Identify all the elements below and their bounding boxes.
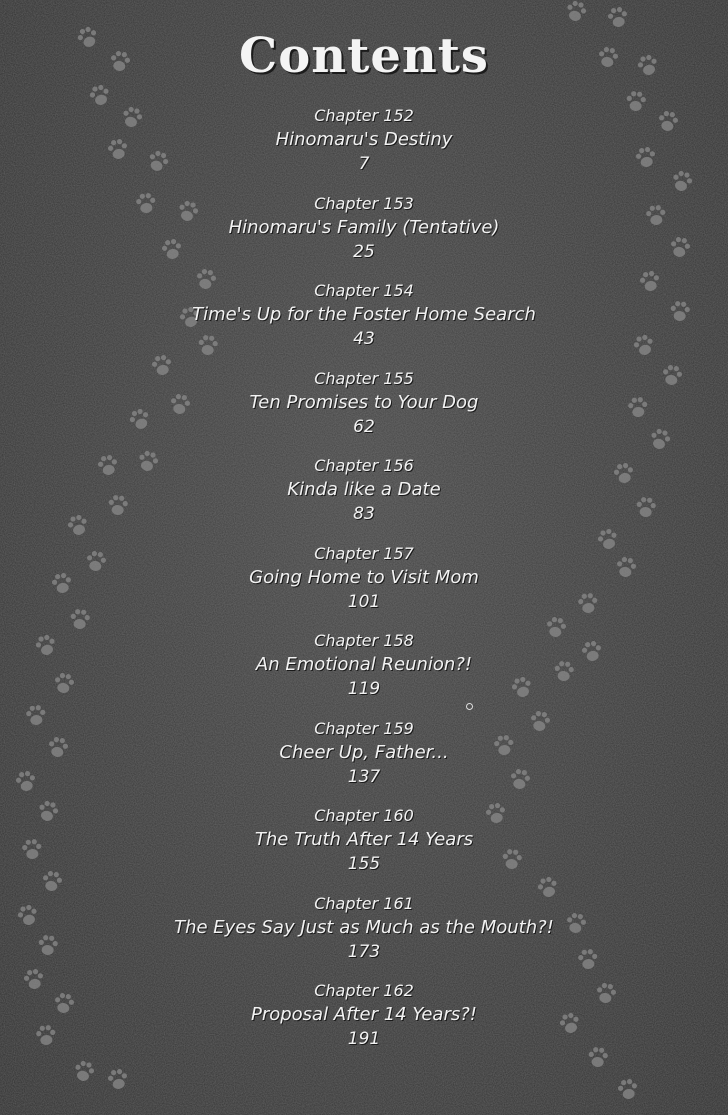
chapter-number: Chapter 152 xyxy=(314,106,414,125)
dust-speck xyxy=(466,703,473,710)
paw-print-icon xyxy=(107,1068,129,1091)
toc-entry xyxy=(0,629,728,701)
toc-entry xyxy=(0,192,728,264)
toc-entry xyxy=(0,454,728,526)
toc-entry xyxy=(0,804,728,876)
toc-entry xyxy=(0,279,728,351)
page-number: 155 xyxy=(347,854,381,874)
chapter-title: Proposal After 14 Years?! xyxy=(250,1004,478,1025)
paw-print-icon xyxy=(72,1059,96,1083)
paw-print-icon xyxy=(564,0,588,23)
chapter-title: Ten Promises to Your Dog xyxy=(249,391,479,413)
page-number: 43 xyxy=(353,329,375,349)
page-number: 119 xyxy=(347,679,381,699)
chapter-number: Chapter 156 xyxy=(314,456,414,475)
chapter-number: Chapter 157 xyxy=(314,543,414,563)
page-number: 83 xyxy=(353,504,375,524)
toc-entry xyxy=(0,367,728,439)
chapter-title: Cheer Up, Father... xyxy=(279,741,449,763)
page-number: 173 xyxy=(347,941,381,962)
toc-entry xyxy=(0,104,728,176)
chapter-title: Hinomaru's Destiny xyxy=(275,129,453,150)
chapter-title: Time's Up for the Foster Home Search xyxy=(192,304,536,325)
page-number: 101 xyxy=(347,591,381,612)
toc-entry xyxy=(0,717,728,789)
chapter-number: Chapter 162 xyxy=(314,981,414,1000)
toc-entry xyxy=(0,979,728,1051)
chapter-title: Kinda like a Date xyxy=(287,479,441,500)
chapter-title: The Truth After 14 Years xyxy=(254,829,474,850)
chapter-number: Chapter 158 xyxy=(314,631,414,650)
chapter-title: An Emotional Reunion?! xyxy=(255,654,473,675)
chapter-number: Chapter 159 xyxy=(314,718,414,738)
page-number: 62 xyxy=(353,416,375,437)
chapter-number: Chapter 155 xyxy=(314,368,414,388)
chapter-number: Chapter 161 xyxy=(314,893,414,913)
chapter-number: Chapter 160 xyxy=(314,806,414,825)
paw-print-icon xyxy=(617,1078,639,1101)
page-number: 137 xyxy=(347,766,381,787)
chapter-number: Chapter 153 xyxy=(314,193,414,213)
toc-entry xyxy=(0,542,728,614)
chapter-title: Going Home to Visit Mom xyxy=(249,566,479,588)
page-number: 7 xyxy=(358,154,370,174)
chapter-number: Chapter 154 xyxy=(314,281,414,300)
page-title: Contents xyxy=(239,28,489,84)
chapter-title: The Eyes Say Just as Much as the Mouth?! xyxy=(174,916,554,938)
page-number: 25 xyxy=(353,241,375,262)
page-number: 191 xyxy=(347,1029,381,1049)
toc-entry xyxy=(0,892,728,964)
chapter-title: Hinomaru's Family (Tentative) xyxy=(228,216,500,238)
paw-print-icon xyxy=(607,6,629,29)
